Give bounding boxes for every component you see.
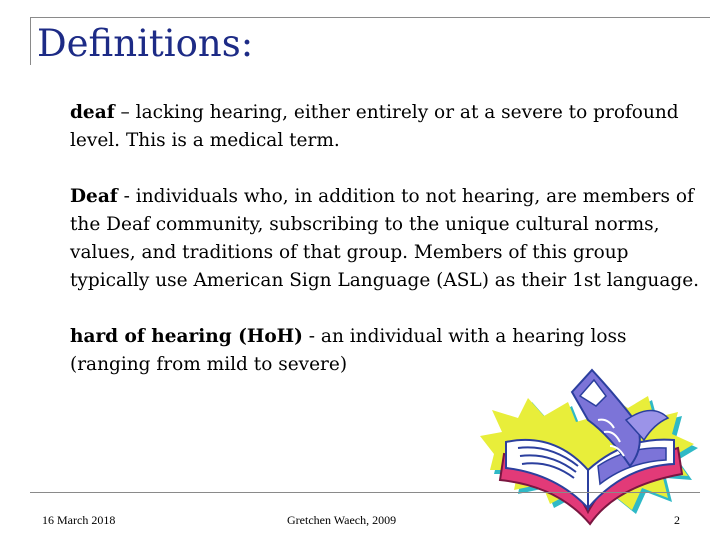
open-book-icon [476,362,702,526]
footer-author: Gretchen Waech, 2009 [287,513,397,527]
definitions-list [70,99,700,407]
definition-term: Deaf [70,186,118,207]
definition-term: hard of hearing (HoH) [70,326,303,347]
definition-text: – lacking hearing, either entirely or at a severe to profound level. This is a medical term. [70,102,679,151]
definition-deaf [70,99,700,155]
definition-text: - an individual with a hearing loss (ranging from mild to severe) [70,326,627,375]
slide-title: Definitions: [37,22,254,65]
footer-date: 16 March 2018 [42,513,116,527]
definition-text: - individuals who, in addition to not hearing, are members of the Deaf community, subscribing to the unique cultural norms, values, and traditions of that group. Members of this group typically use American Sign Language (ASL) as their 1st language. [70,186,700,291]
definition-term: deaf [70,102,115,123]
title-frame-top-line [30,17,710,18]
footer-page-number: 2 [674,513,680,527]
footer-divider [30,492,700,493]
title-frame-left-line [30,17,31,65]
definition-capital-deaf [70,183,700,295]
